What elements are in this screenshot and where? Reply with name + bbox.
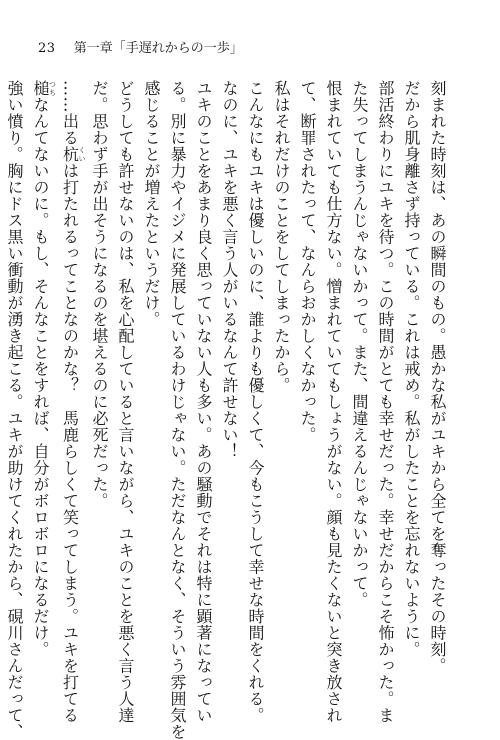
text-line: 恨まれていても仕方ない。憎まれていてもしょうがない。顔も見たくないと突き放され (324, 80, 343, 724)
text-line: 槌つちなんてないのに。もし、そんなことをすれば、自分がボロボロになるだけ。 (31, 80, 57, 658)
text-line: 刻まれた時刻は、あの瞬間のもの。愚かな私がユキから全てを奪ったその時刻。 (428, 80, 447, 674)
chapter-title: 第一章「手遅れからの一歩」 (73, 41, 243, 56)
text-line: ユキのことをあまり良く思っていない人も多い。あの騒動でそれは特に顕著になってい (194, 80, 213, 724)
text-line: ……出る杭くいは打たれるってことなのかな？ 馬鹿らしくて笑ってしまう。ユキを打てる (60, 80, 86, 724)
page-number: 23 (38, 41, 56, 56)
text-line: だから肌身離さず持っている。これは戒め。私がしたことを忘れないように。 (402, 80, 421, 658)
ruby-annotation: 槌つち (31, 80, 57, 97)
text-line: だ。思わず手が出そうになるのを堪えるのに必死だった。 (90, 80, 109, 509)
text-line: なのに、ユキを悪く言う人がいるなんて許せない！ (220, 80, 239, 460)
body-text (0, 80, 450, 740)
page-header (38, 40, 243, 58)
text-line: 感じることが増えたというだけ。 (142, 80, 161, 328)
text-line: た失ってしまうんじゃないかって。また、間違えるんじゃないかって。 (350, 80, 369, 608)
text-line: 私はそれだけのことをしてしまったから。 (272, 80, 291, 394)
text-line: 強い憤り。胸にドス黒い衝動が湧き起こる。ユキが助けてくれたから、硯川さんだって、 (5, 80, 24, 740)
ruby-annotation: 杭くい (60, 146, 86, 163)
text-line: 部活終わりにユキを待つ。この時間がとても幸せだった。幸せだからこそ怖かった。ま (376, 80, 395, 724)
text-line: る。別に暴力やイジメに発展しているわけじゃない。ただなんとなく、そういう雰囲気を (168, 80, 187, 740)
text-line: こんなにもユキは優しいのに、誰よりも優しくて、今もこうして幸せな時間をくれる。 (246, 80, 265, 724)
text-line: て、断罪されたって、なんらおかしくなかった。 (298, 80, 317, 443)
text-line: どうしても許せないのは、私を心配していると言いながら、ユキのことを悪く言う人達 (116, 80, 135, 724)
